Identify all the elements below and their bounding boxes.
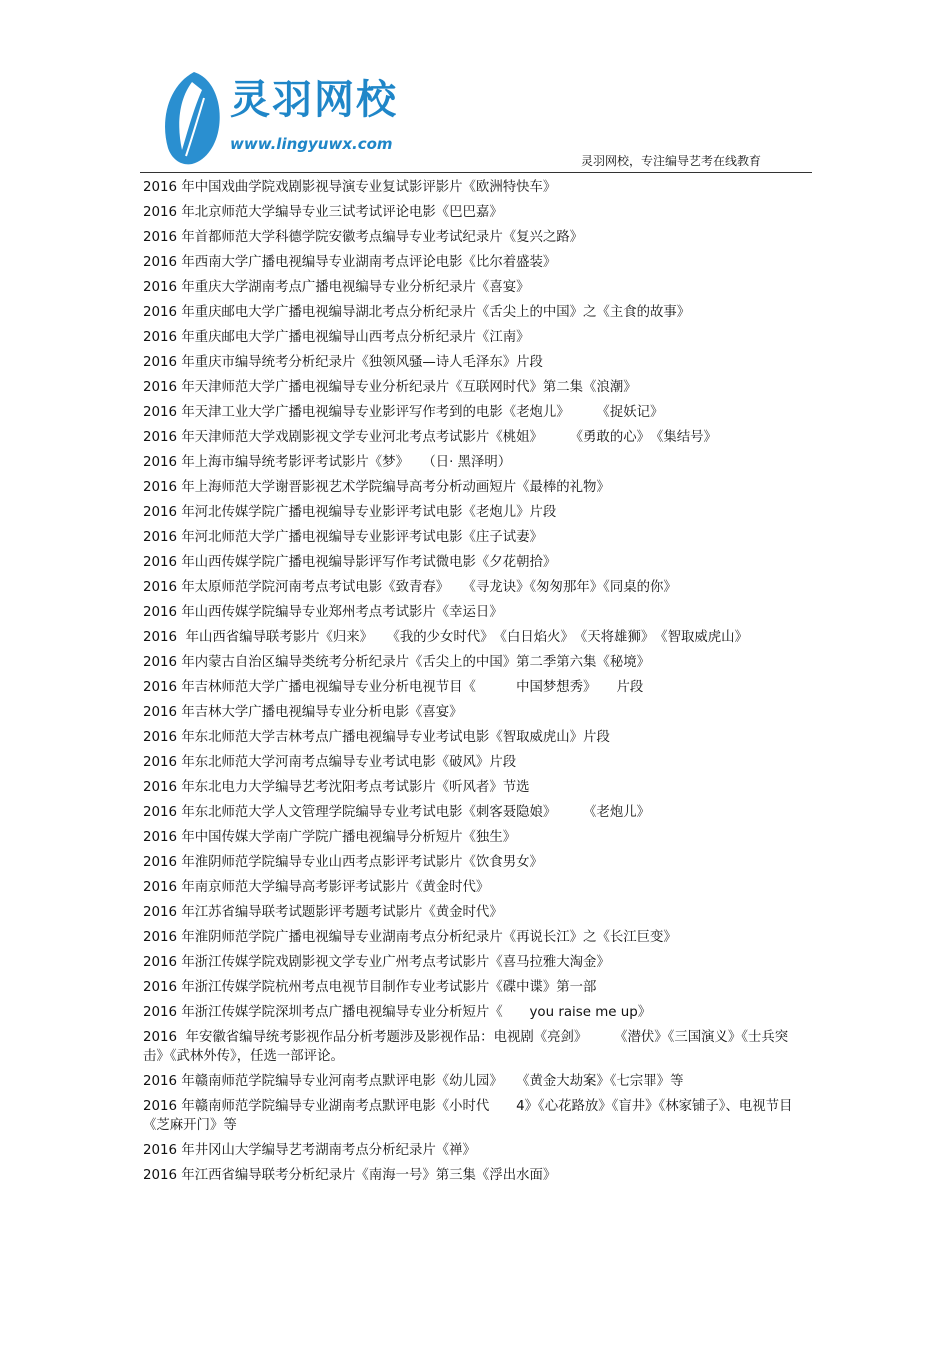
list-item: 2016 年浙江传媒学院深圳考点广播电视编导专业分析短片《 you raise me up》 (143, 1005, 652, 1020)
list-item: 2016 年吉林大学广播电视编导专业分析电影《喜宴》 (143, 705, 463, 720)
list-item: 2016 年内蒙古自治区编导类统考分析纪录片《舌尖上的中国》第二季第六集《秘境》 (143, 655, 651, 670)
list-item: 2016 年山西传媒学院编导专业郑州考点考试影片《幸运日》 (143, 605, 503, 620)
list-item: 2016 年中国传媒大学南广学院广播电视编导分析短片《独生》 (143, 830, 517, 845)
list-item: 2016 年东北师范大学河南考点编导专业考试电影《破风》片段 (143, 755, 517, 770)
list-item: 2016 年安徽省编导统考影视作品分析考题涉及影视作品：电视剧《亮剑》 《潜伏》《三国演义》《士兵突击》《武林外传》，任选一部评论。 (143, 1030, 789, 1064)
list-item: 2016 年赣南师范学院编导专业河南考点默评电影《幼儿园》 《黄金大劫案》《七宗罪》等 (143, 1074, 684, 1089)
list-item: 2016 年浙江传媒学院杭州考点电视节目制作专业考试影片《碟中谍》第一部 (143, 980, 597, 995)
feather-logo-icon (158, 68, 226, 168)
list-item: 2016 年南京师范大学编导高考影评考试影片《黄金时代》 (143, 880, 490, 895)
list-item: 2016 年山西省编导联考影片《归来》 《我的少女时代》 《白日焰火》 《天将雄狮》 《智取威虎山》 (143, 630, 748, 645)
list-item: 2016 年东北师范大学人文管理学院编导专业考试电影《刺客聂隐娘》 《老炮儿》 (143, 805, 650, 820)
page-header (0, 0, 950, 175)
list-item: 2016 年东北电力大学编导艺考沈阳考点考试影片《听风者》节选 (143, 780, 530, 795)
list-item: 2016 年首都师范大学科德学院安徽考点编导专业考试纪录片《复兴之路》 (143, 230, 584, 245)
list-item: 2016 年河北传媒学院广播电视编导专业影评考试电影《老炮儿》片段 (143, 505, 557, 520)
list-item: 2016 年天津师范大学广播电视编导专业分析纪录片《互联网时代》第二集《浪潮》 (143, 380, 637, 395)
header-slogan: 灵羽网校，专注编导艺考在线教育 (581, 154, 762, 168)
header-divider (140, 172, 812, 173)
list-item: 2016 年赣南师范学院编导专业湖南考点默评电影《小时代 4》《心花路放》《盲井》《林家铺子》、电视节目《芝麻开门》等 (143, 1099, 793, 1133)
list-item: 2016 年淮阴师范学院编导专业山西考点影评考试影片《饮食男女》 (143, 855, 543, 870)
list-item: 2016 年西南大学广播电视编导专业湖南考点评论电影《比尔着盛装》 (143, 255, 557, 270)
list-item: 2016 年天津工业大学广播电视编导专业影评写作考到的电影《老炮儿》 《捉妖记》 (143, 405, 664, 420)
list-item: 2016 年东北师范大学吉林考点广播电视编导专业考试电影《智取威虎山》片段 (143, 730, 610, 745)
list-item: 2016 年浙江传媒学院戏剧影视文学专业广州考点考试影片《喜马拉雅大淘金》 (143, 955, 610, 970)
list-item: 2016 年重庆邮电大学广播电视编导湖北考点分析纪录片《舌尖上的中国》之《主食的故事》 (143, 305, 691, 320)
list-item: 2016 年上海师范大学谢晋影视艺术学院编导高考分析动画短片《最棒的礼物》 (143, 480, 610, 495)
list-item: 2016 年中国戏曲学院戏剧影视导演专业复试影评影片《欧洲特快车》 (143, 180, 557, 195)
list-item: 2016 年吉林师范大学广播电视编导专业分析电视节目《 中国梦想秀》 片段 (143, 680, 644, 695)
list-item: 2016 年天津师范大学戏剧影视文学专业河北考点考试影片《桃姐》 《勇敢的心》 《集结号》 (143, 430, 717, 445)
logo (158, 68, 398, 168)
list-item: 2016 年上海市编导统考影评考试影片《梦》 （日· 黑泽明） (143, 455, 512, 470)
list-item: 2016 年北京师范大学编导专业三试考试评论电影《巴巴嘉》 (143, 205, 503, 220)
list-item: 2016 年太原师范学院河南考点考试电影《致青春》 《寻龙诀》《匆匆那年》《同桌的你》 (143, 580, 677, 595)
list-item: 2016 年河北师范大学广播电视编导专业影评考试电影《庄子试妻》 (143, 530, 543, 545)
list-item: 2016 年淮阴师范学院广播电视编导专业湖南考点分析纪录片《再说长江》之《长江巨变》 (143, 930, 677, 945)
list-item: 2016 年重庆市编导统考分析纪录片《独领风骚—诗人毛泽东》片段 (143, 355, 543, 370)
list-item: 2016 年山西传媒学院广播电视编导影评写作考试微电影《夕花朝拾》 (143, 555, 557, 570)
logo-name: 灵羽网校 (230, 77, 398, 123)
list-item: 2016 年井冈山大学编导艺考湖南考点分析纪录片《禅》 (143, 1143, 476, 1158)
list-item: 2016 年江苏省编导联考试题影评考题考试影片《黄金时代》 (143, 905, 503, 920)
list-item: 2016 年江西省编导联考分析纪录片《南海一号》第三集《浮出水面》 (143, 1168, 557, 1183)
logo-url: www.lingyuwx.com (230, 135, 393, 153)
list-item: 2016 年重庆邮电大学广播电视编导山西考点分析纪录片《江南》 (143, 330, 530, 345)
exam-film-list (143, 178, 808, 1191)
list-item: 2016 年重庆大学湖南考点广播电视编导专业分析纪录片《喜宴》 (143, 280, 530, 295)
